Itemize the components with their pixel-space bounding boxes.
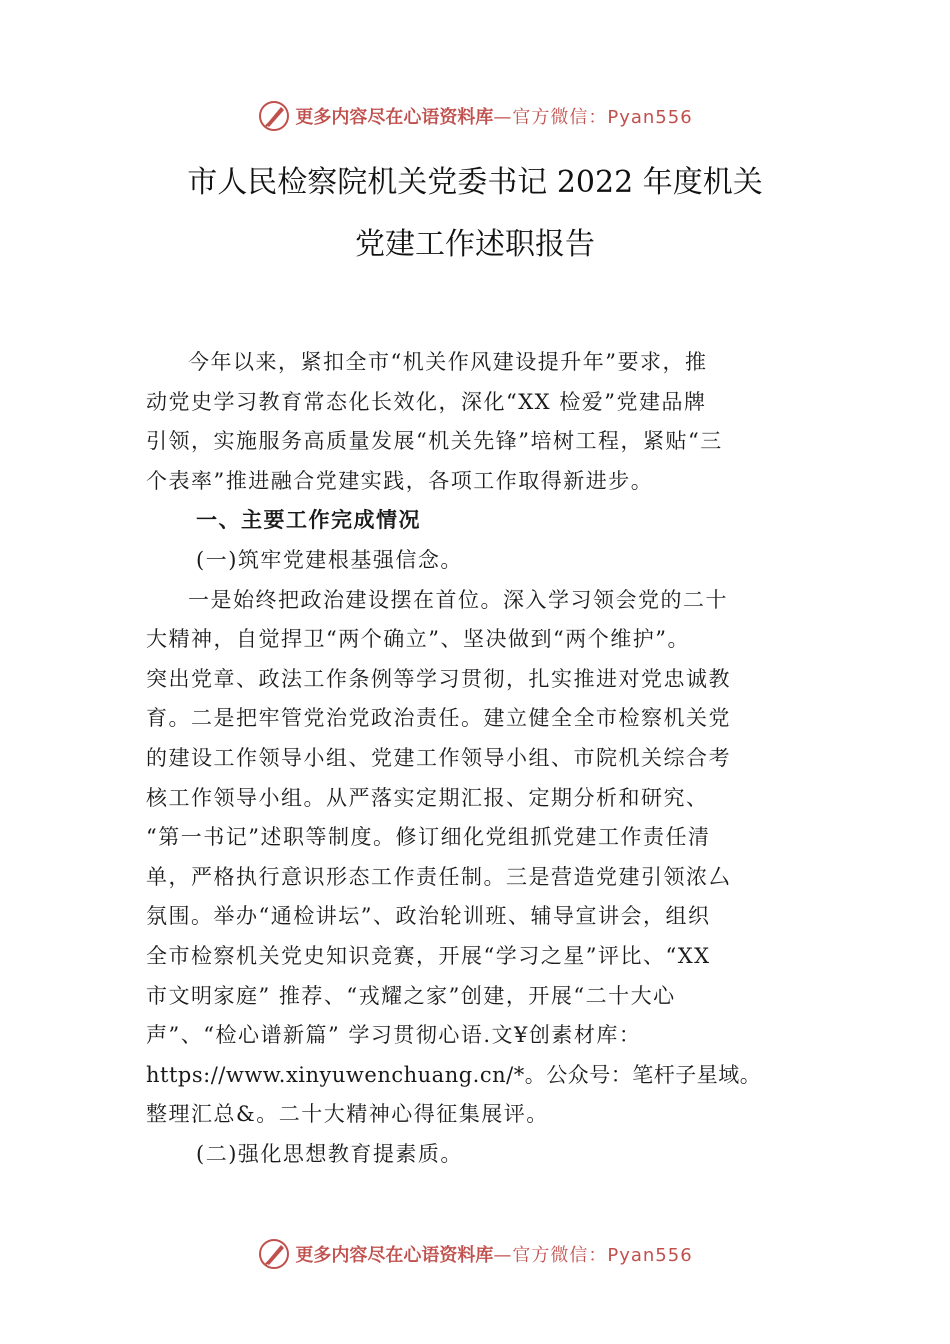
quill-logo-icon bbox=[257, 99, 291, 133]
watermark-brand: 更多内容尽在心语资料库 bbox=[295, 107, 494, 128]
document-body bbox=[146, 343, 810, 1174]
text-line: 市文明家庭” 推荐、“戎耀之家”创建，开展“二十大心 bbox=[146, 983, 676, 1008]
text-line: “第一书记”述职等制度。修订细化党组抓党建工作责任清 bbox=[146, 825, 711, 850]
section-heading: 一、主要工作完成情况 bbox=[196, 508, 421, 533]
document-title-line-2: 党建工作述职报告 bbox=[355, 227, 595, 262]
quill-logo-icon bbox=[257, 1237, 291, 1271]
text-line: 今年以来，紧扣全市“机关作风建设提升年”要求，推 bbox=[188, 350, 708, 374]
text-line: 一是始终把政治建设摆在首位。深入学习领会党的二十 bbox=[188, 587, 728, 612]
body-paragraph bbox=[146, 581, 810, 1135]
text-line: 突出党章、政法工作条例等学习贯彻，扎实推进对党忠诚教 bbox=[146, 666, 731, 691]
text-line: 核工作领导小组。从严落实定期汇报、定期分析和研究、 bbox=[146, 785, 709, 810]
text-line: 个表率”推进融合党建实践，各项工作取得新进步。 bbox=[146, 468, 654, 493]
text-line: 引领，实施服务高质量发展“机关先锋”培树工程，紧贴“三 bbox=[146, 429, 723, 454]
document-title-line-1: 市人民检察院机关党委书记 2022 年度机关 bbox=[187, 165, 763, 200]
url-line: https://www.xinyuwenchuang.cn/*。公众号：笔杆子星域。 bbox=[146, 1062, 762, 1087]
text-line: 单，严格执行意识形态工作责任制。三是营造党建引领浓厶 bbox=[146, 864, 731, 889]
text-line: 全市检察机关党史知识竞赛，开展“学习之星”评比、“XX bbox=[146, 943, 711, 968]
text-line: 的建设工作领导小组、党建工作领导小组、市院机关综合考 bbox=[146, 745, 731, 770]
watermark-brand: 更多内容尽在心语资料库 bbox=[295, 1245, 494, 1266]
subsection-heading: (二)强化思想教育提素质。 bbox=[196, 1141, 463, 1166]
watermark-footer bbox=[0, 1234, 950, 1274]
subsection-heading: (一)筑牢党建根基强信念。 bbox=[196, 547, 463, 572]
intro-paragraph bbox=[146, 343, 810, 501]
text-line: 氛围。举办“通检讲坛”、政治轮训班、辅导宣讲会，组织 bbox=[146, 904, 711, 929]
watermark-wechat: —官方微信：Pyan556 bbox=[493, 107, 693, 128]
text-line: 整理汇总&。二十大精神心得征集展评。 bbox=[146, 1102, 549, 1127]
text-line: 大精神，自觉捍卫“两个确立”、坚决做到“两个维护”。 bbox=[146, 627, 690, 652]
text-line: 动党史学习教育常态化长效化，深化“XX 检爱”党建品牌 bbox=[146, 389, 707, 414]
text-line: 育。二是把牢管党治党政治责任。建立健全全市检察机关党 bbox=[146, 706, 731, 731]
text-line: 声”、“检心谱新篇” 学习贯彻心语.文¥创素材库： bbox=[146, 1023, 642, 1048]
watermark-wechat: —官方微信：Pyan556 bbox=[493, 1245, 693, 1266]
watermark-header bbox=[0, 96, 950, 136]
